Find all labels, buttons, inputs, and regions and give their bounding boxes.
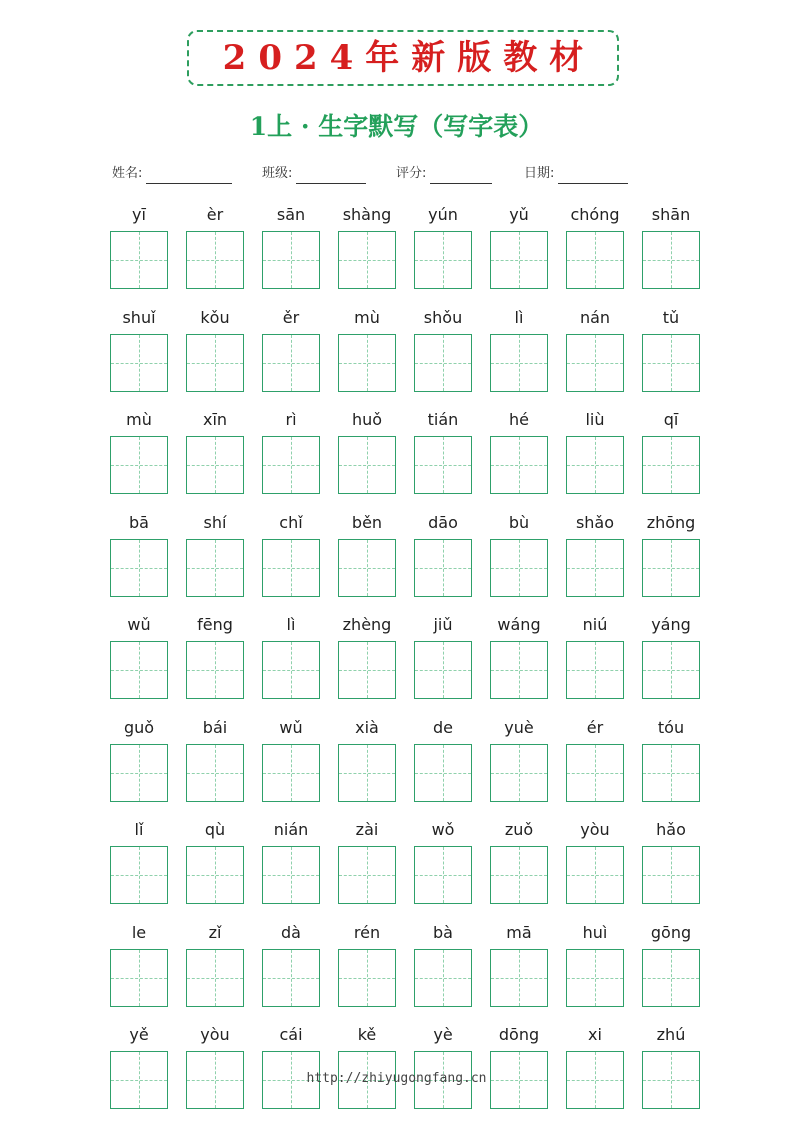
writing-box[interactable] — [566, 436, 624, 494]
writing-box[interactable] — [262, 436, 320, 494]
writing-box[interactable] — [490, 231, 548, 289]
writing-box[interactable] — [186, 231, 244, 289]
pinyin-label: zuǒ — [504, 820, 534, 839]
writing-box[interactable] — [338, 334, 396, 392]
character-cell — [490, 920, 548, 1010]
writing-box[interactable] — [414, 846, 472, 904]
writing-box[interactable] — [262, 641, 320, 699]
pinyin-label: shǒu — [423, 307, 463, 327]
footer-url: http://zhiyugongfang.cn — [306, 1071, 487, 1086]
character-cell — [566, 305, 624, 395]
pinyin-label: yī — [132, 205, 146, 224]
character-cell — [110, 612, 168, 702]
pinyin-label: yòu — [200, 1025, 230, 1044]
character-cell — [642, 407, 700, 497]
writing-box[interactable] — [414, 334, 472, 392]
writing-box[interactable] — [338, 436, 396, 494]
pinyin-label: hǎo — [656, 820, 686, 839]
pinyin-label: dà — [281, 922, 301, 942]
writing-box[interactable] — [490, 436, 548, 494]
writing-box[interactable] — [110, 436, 168, 494]
pinyin-label: shuǐ — [122, 307, 156, 327]
date-field — [524, 164, 628, 184]
character-cell — [414, 510, 472, 600]
pinyin-label: bù — [508, 512, 530, 532]
pinyin-label: shān — [651, 205, 691, 224]
class-blank[interactable] — [296, 167, 366, 184]
date-label: 日期: — [524, 166, 555, 181]
writing-box[interactable] — [566, 744, 624, 802]
character-cell — [262, 612, 320, 702]
pinyin-label: bái — [202, 717, 228, 737]
writing-box[interactable] — [490, 949, 548, 1007]
pinyin-label: jiǔ — [433, 615, 453, 634]
pinyin-label: wǔ — [127, 615, 151, 634]
writing-box[interactable] — [490, 846, 548, 904]
writing-box[interactable] — [566, 334, 624, 392]
writing-box[interactable] — [414, 744, 472, 802]
character-cell — [414, 817, 472, 907]
writing-box[interactable] — [642, 539, 700, 597]
character-cell — [414, 407, 472, 497]
writing-box[interactable] — [642, 436, 700, 494]
character-cell — [642, 612, 700, 702]
pinyin-label: cái — [279, 1025, 303, 1044]
grid-row — [110, 305, 702, 395]
pinyin-label: huì — [582, 922, 608, 942]
grid-row — [110, 1022, 702, 1112]
character-cell — [642, 920, 700, 1010]
writing-box[interactable] — [338, 949, 396, 1007]
character-cell — [642, 202, 700, 292]
pinyin-label: zhōng — [646, 512, 696, 532]
writing-box[interactable] — [110, 334, 168, 392]
grid-row — [110, 612, 702, 702]
character-cell — [110, 715, 168, 805]
writing-box[interactable] — [642, 231, 700, 289]
character-cell — [338, 510, 396, 600]
writing-box[interactable] — [414, 949, 472, 1007]
pinyin-label: wǒ — [431, 820, 455, 839]
writing-box[interactable] — [262, 231, 320, 289]
pinyin-label: èr — [206, 205, 224, 224]
writing-box[interactable] — [110, 231, 168, 289]
pinyin-label: yè — [433, 1025, 453, 1044]
writing-box[interactable] — [110, 949, 168, 1007]
character-cell — [110, 920, 168, 1010]
pinyin-label: shí — [203, 512, 227, 532]
pinyin-label: wǔ — [279, 717, 303, 737]
writing-box[interactable] — [642, 744, 700, 802]
pinyin-label: rén — [353, 922, 381, 942]
pinyin-label: dāo — [428, 512, 458, 532]
worksheet-subtitle: 1上 · 生字默写（写字表） — [249, 112, 544, 141]
grid-row — [110, 715, 702, 805]
character-cell — [262, 1022, 320, 1112]
character-cell — [338, 202, 396, 292]
writing-box[interactable] — [566, 949, 624, 1007]
pinyin-label: huǒ — [351, 410, 383, 429]
character-cell — [338, 920, 396, 1010]
name-label: 姓名: — [112, 166, 143, 181]
character-cell — [566, 407, 624, 497]
pinyin-label: kě — [357, 1025, 377, 1044]
character-cell — [414, 202, 472, 292]
character-cell — [110, 510, 168, 600]
writing-box[interactable] — [262, 846, 320, 904]
writing-box[interactable] — [186, 334, 244, 392]
writing-box[interactable] — [566, 231, 624, 289]
writing-box[interactable] — [110, 539, 168, 597]
page-title: 2024年新版教材 — [222, 38, 596, 78]
pinyin-label: qù — [204, 820, 226, 839]
pinyin-label: zǐ — [208, 922, 222, 942]
writing-box[interactable] — [186, 846, 244, 904]
pinyin-label: qī — [663, 410, 679, 429]
character-cell — [642, 715, 700, 805]
pinyin-label: kǒu — [200, 307, 230, 327]
writing-box[interactable] — [338, 231, 396, 289]
character-cell — [186, 817, 244, 907]
character-cell — [338, 305, 396, 395]
title-banner — [187, 30, 619, 86]
character-cell — [186, 1022, 244, 1112]
character-cell — [566, 510, 624, 600]
pinyin-label: rì — [285, 410, 297, 429]
character-cell — [338, 817, 396, 907]
writing-box[interactable] — [338, 846, 396, 904]
student-info-row — [0, 164, 793, 188]
pinyin-label: běn — [351, 512, 383, 532]
writing-box[interactable] — [490, 334, 548, 392]
pinyin-label: yuè — [504, 717, 534, 737]
character-cell — [490, 715, 548, 805]
character-cell — [566, 202, 624, 292]
writing-box[interactable] — [262, 539, 320, 597]
character-cell — [566, 612, 624, 702]
character-cell — [490, 407, 548, 497]
pinyin-label: bā — [129, 512, 149, 532]
writing-box[interactable] — [110, 846, 168, 904]
writing-box[interactable] — [338, 539, 396, 597]
score-blank[interactable] — [430, 167, 492, 184]
character-cell — [490, 817, 548, 907]
pinyin-label: yě — [129, 1025, 149, 1044]
character-cell — [490, 1022, 548, 1112]
character-cell — [262, 202, 320, 292]
pinyin-label: liù — [585, 410, 605, 429]
pinyin-label: yún — [428, 205, 458, 224]
pinyin-label: zhú — [656, 1025, 686, 1044]
character-cell — [186, 202, 244, 292]
character-cell — [262, 407, 320, 497]
character-cell — [566, 715, 624, 805]
character-cell — [110, 407, 168, 497]
character-cell — [110, 305, 168, 395]
writing-box[interactable] — [186, 539, 244, 597]
character-cell — [186, 510, 244, 600]
date-blank[interactable] — [558, 167, 628, 184]
pinyin-label: xià — [355, 717, 379, 737]
character-cell — [338, 612, 396, 702]
character-cell — [642, 1022, 700, 1112]
writing-box[interactable] — [414, 641, 472, 699]
character-cell — [262, 715, 320, 805]
pinyin-label: shàng — [342, 205, 392, 224]
pinyin-label: shǎo — [575, 512, 615, 532]
pinyin-label: yǔ — [509, 205, 529, 224]
pinyin-label: le — [131, 922, 147, 942]
pinyin-label: lì — [286, 615, 296, 634]
writing-box[interactable] — [490, 641, 548, 699]
pinyin-label: xīn — [202, 410, 228, 429]
pinyin-label: hé — [509, 410, 529, 429]
character-cell — [566, 920, 624, 1010]
pinyin-label: zài — [355, 820, 379, 839]
character-cell — [414, 305, 472, 395]
writing-box[interactable] — [642, 949, 700, 1007]
writing-box[interactable] — [110, 744, 168, 802]
pinyin-label: lǐ — [134, 820, 144, 839]
writing-box[interactable] — [186, 949, 244, 1007]
pinyin-label: ér — [586, 717, 604, 737]
character-cell — [262, 817, 320, 907]
pinyin-label: de — [433, 717, 453, 737]
character-cell — [642, 817, 700, 907]
writing-box[interactable] — [566, 539, 624, 597]
pinyin-label: mā — [506, 922, 532, 942]
writing-box[interactable] — [642, 334, 700, 392]
pinyin-label: tián — [427, 410, 459, 429]
writing-box[interactable] — [110, 641, 168, 699]
character-cell — [566, 817, 624, 907]
character-cell — [490, 202, 548, 292]
writing-box[interactable] — [566, 846, 624, 904]
writing-box[interactable] — [566, 641, 624, 699]
pinyin-label: yáng — [651, 615, 691, 634]
character-cell — [186, 715, 244, 805]
character-cell — [490, 612, 548, 702]
character-cell — [186, 305, 244, 395]
name-field — [112, 164, 232, 184]
character-cell — [110, 1022, 168, 1112]
pinyin-label: niú — [582, 615, 608, 634]
pinyin-label: mù — [126, 410, 152, 429]
pinyin-label: sān — [276, 205, 306, 224]
character-cell — [414, 715, 472, 805]
character-cell — [414, 920, 472, 1010]
score-field — [396, 164, 492, 184]
character-cell — [110, 202, 168, 292]
character-cell — [262, 305, 320, 395]
character-cell — [490, 510, 548, 600]
character-cell — [110, 817, 168, 907]
writing-box[interactable] — [186, 641, 244, 699]
class-label: 班级: — [262, 166, 293, 181]
writing-box[interactable] — [414, 231, 472, 289]
pinyin-label: nán — [579, 307, 611, 327]
pinyin-label: chǐ — [279, 512, 303, 532]
pinyin-label: fēng — [197, 615, 233, 634]
pinyin-label: nián — [273, 820, 309, 839]
writing-box[interactable] — [262, 949, 320, 1007]
writing-box[interactable] — [262, 744, 320, 802]
pinyin-label: tóu — [657, 717, 685, 737]
writing-box[interactable] — [186, 744, 244, 802]
character-cell — [490, 305, 548, 395]
grid-row — [110, 202, 702, 292]
character-cell — [338, 407, 396, 497]
character-cell — [414, 1022, 472, 1112]
pinyin-label: zhèng — [342, 615, 392, 634]
character-cell — [338, 715, 396, 805]
character-cell — [566, 1022, 624, 1112]
writing-box[interactable] — [642, 846, 700, 904]
writing-box[interactable] — [262, 334, 320, 392]
writing-box[interactable] — [490, 744, 548, 802]
character-cell — [262, 920, 320, 1010]
writing-box[interactable] — [186, 436, 244, 494]
class-field — [262, 164, 366, 184]
pinyin-label: wáng — [497, 615, 541, 634]
pinyin-label: dōng — [498, 1025, 540, 1044]
pinyin-label: bà — [433, 922, 453, 942]
writing-box[interactable] — [414, 436, 472, 494]
grid-row — [110, 407, 702, 497]
pinyin-label: lì — [514, 307, 524, 327]
pinyin-label: guǒ — [123, 717, 155, 737]
pinyin-label: tǔ — [662, 307, 680, 327]
pinyin-label: chóng — [570, 205, 620, 224]
pinyin-label: yòu — [580, 820, 610, 839]
character-cell — [414, 612, 472, 702]
character-cell — [642, 510, 700, 600]
pinyin-label: ěr — [282, 307, 300, 327]
pinyin-label: gōng — [650, 922, 692, 942]
score-label: 评分: — [396, 166, 427, 181]
writing-box[interactable] — [338, 744, 396, 802]
character-cell — [186, 920, 244, 1010]
grid-row — [110, 920, 702, 1010]
pinyin-label: xi — [588, 1025, 602, 1044]
grid-row — [110, 510, 702, 600]
grid-row — [110, 817, 702, 907]
name-blank[interactable] — [146, 167, 232, 184]
writing-box[interactable] — [490, 539, 548, 597]
writing-box[interactable] — [414, 539, 472, 597]
pinyin-label: mù — [354, 307, 380, 327]
character-cell — [186, 407, 244, 497]
writing-box[interactable] — [338, 641, 396, 699]
character-cell — [262, 510, 320, 600]
character-cell — [338, 1022, 396, 1112]
writing-box[interactable] — [642, 641, 700, 699]
character-cell — [642, 305, 700, 395]
character-cell — [186, 612, 244, 702]
